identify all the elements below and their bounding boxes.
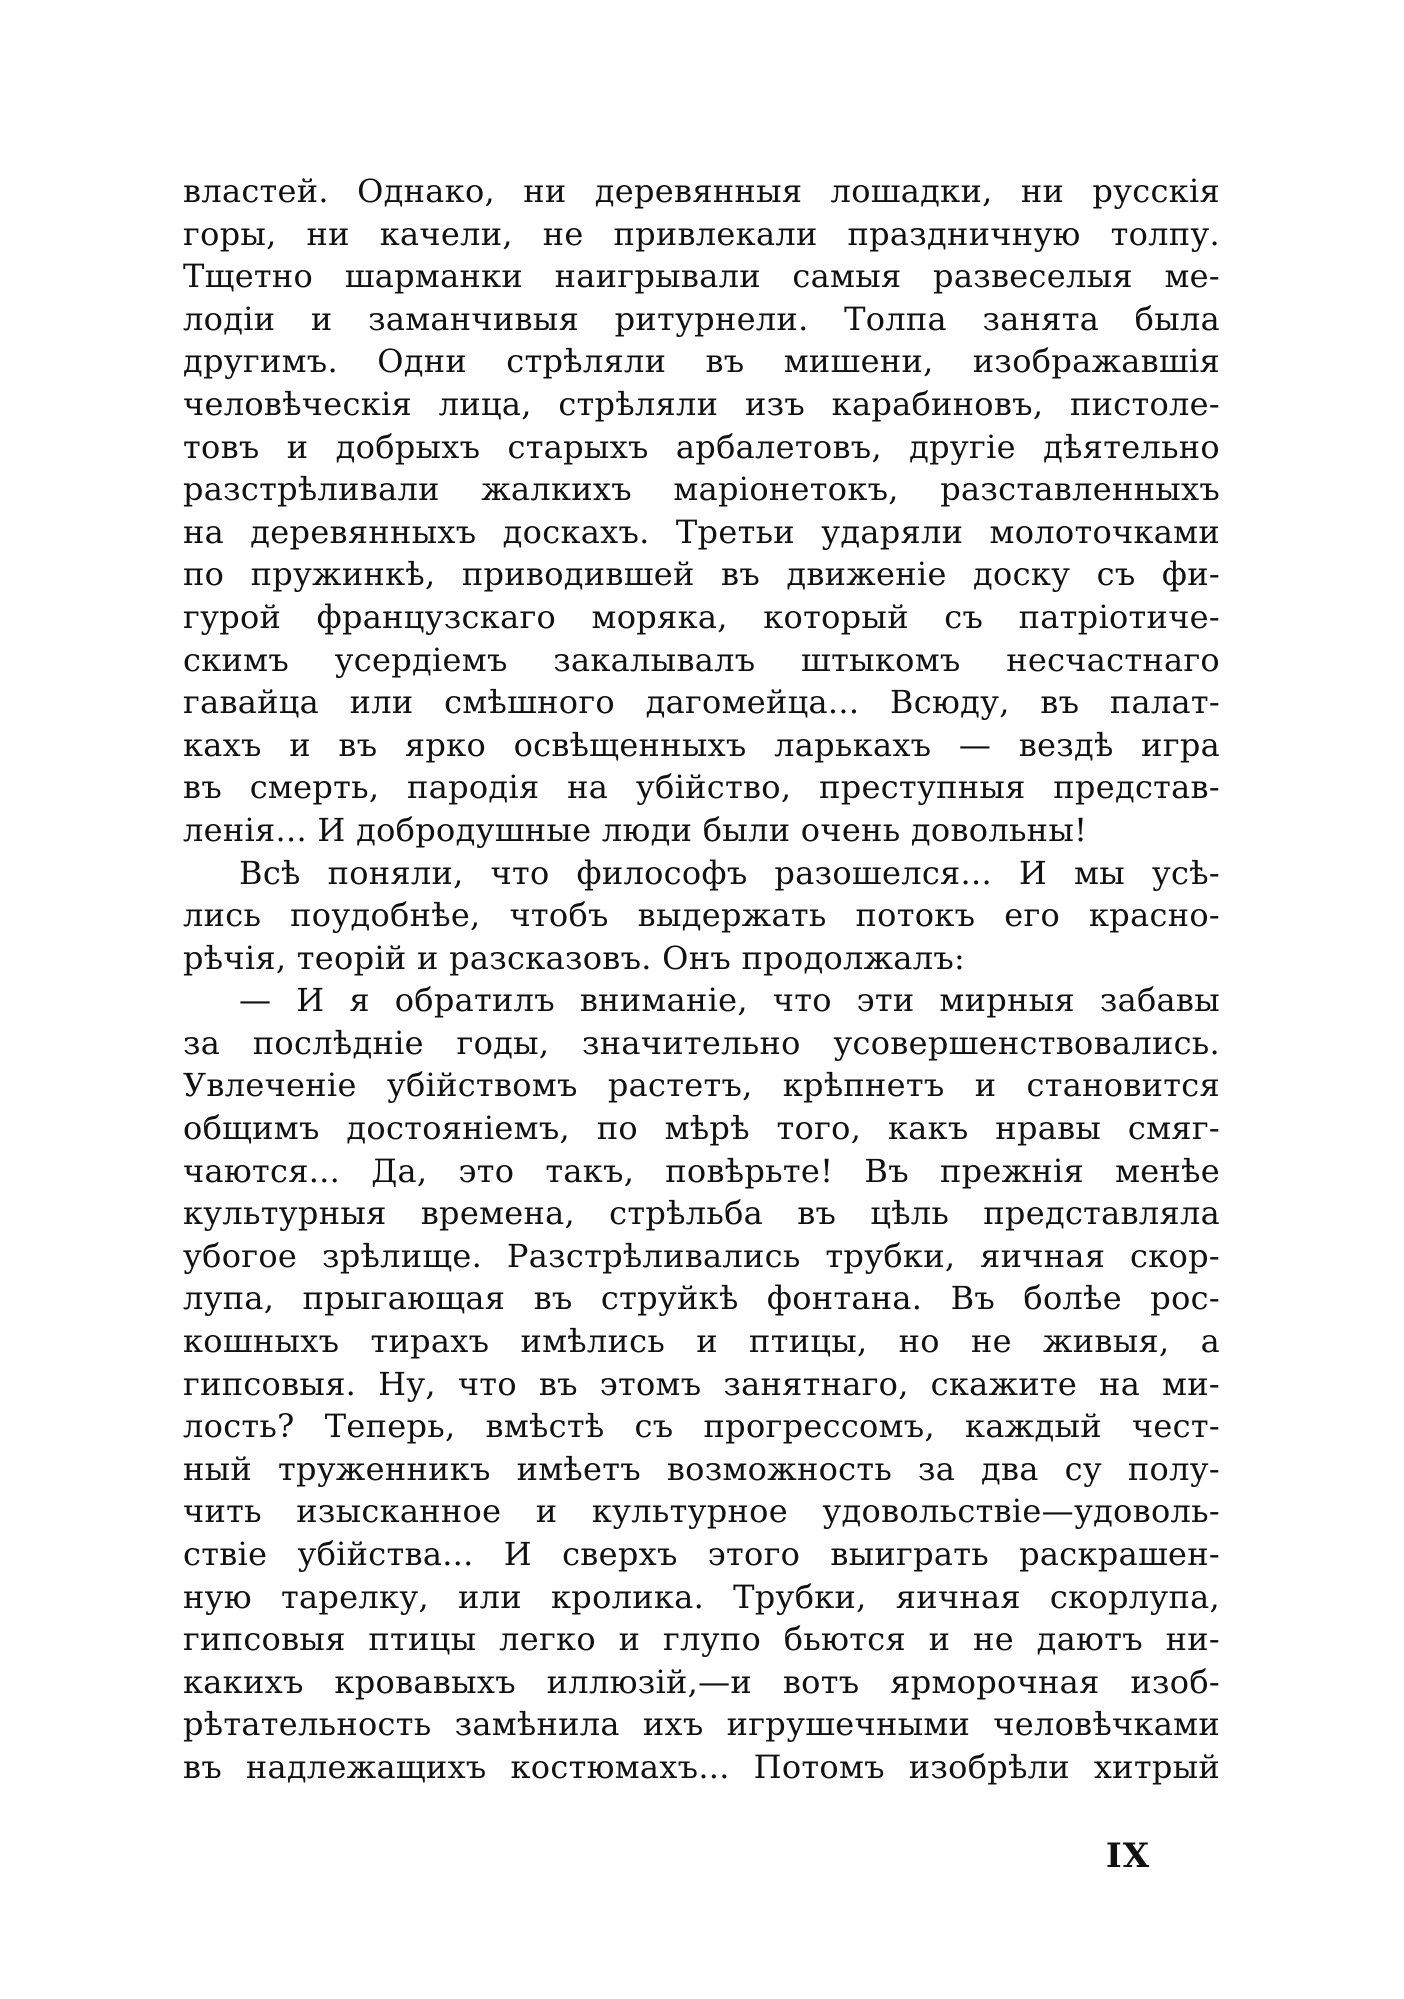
text-line: властей. Однако, ни деревянныя лошадки, ни русскія bbox=[183, 172, 1220, 210]
text-line: скимъ усердіемъ закалывалъ штыкомъ несчастнаго bbox=[183, 640, 1220, 679]
text-line: по пружинкѣ, приводившей въ движеніе доску съ фи- bbox=[183, 555, 1220, 594]
text-line: гипсовыя птицы легко и глупо бьются и не даютъ ни- bbox=[183, 1620, 1220, 1659]
paragraph-start-line: Всѣ поняли, что философъ разошелся... И мы усѣ- bbox=[239, 853, 1220, 892]
text-line: рѣчія, теорій и разсказовъ. Онъ продолжалъ: bbox=[183, 938, 966, 977]
text-line: другимъ. Одни стрѣляли въ мишени, изображавшія bbox=[183, 342, 1220, 381]
text-line: ную тарелку, или кролика. Трубки, яичная скорлупа, bbox=[183, 1577, 1220, 1616]
text-line: ленія... И добродушные люди были очень довольны! bbox=[183, 810, 1088, 849]
text-line: Увлеченіе убійствомъ растетъ, крѣпнетъ и становится bbox=[183, 1066, 1220, 1105]
text-line: культурныя времена, стрѣльба въ цѣль представляла bbox=[183, 1194, 1220, 1233]
text-line: разстрѣливали жалкихъ маріонетокъ, разставленныхъ bbox=[183, 470, 1220, 509]
text-line: на деревянныхъ доскахъ. Третьи ударяли молоточками bbox=[183, 512, 1220, 551]
text-line: за послѣдніе годы, значительно усовершенствовались. bbox=[183, 1023, 1220, 1062]
text-line: горы, ни качели, не привлекали праздничную толпу. bbox=[183, 214, 1220, 253]
text-line: ствіе убійства... И сверхъ этого выиграть раскрашен- bbox=[183, 1535, 1220, 1573]
text-line: лодіи и заманчивыя ритурнели. Толпа занята была bbox=[183, 299, 1220, 338]
text-line: кахъ и въ ярко освѣщенныхъ ларькахъ — вездѣ игра bbox=[183, 725, 1220, 764]
text-line: какихъ кровавыхъ иллюзій,—и вотъ ярморочная изоб- bbox=[183, 1662, 1220, 1701]
text-line: лость? Теперь, вмѣстѣ съ прогрессомъ, каждый чест- bbox=[183, 1407, 1220, 1446]
text-line: лупа, прыгающая въ струйкѣ фонтана. Въ болѣе рос- bbox=[183, 1279, 1220, 1318]
text-line: гавайца или смѣшного дагомейца... Всюду, въ палат- bbox=[183, 683, 1220, 722]
paragraph-start-line: — И я обратилъ вниманіе, что эти мирныя забавы bbox=[239, 981, 1220, 1020]
text-line: чить изысканное и культурное удовольствіе—удоволь- bbox=[183, 1492, 1220, 1531]
text-line: общимъ достояніемъ, по мѣрѣ того, какъ нравы смяг- bbox=[183, 1109, 1220, 1148]
text-line: убогое зрѣлище. Разстрѣливались трубки, яичная скор- bbox=[183, 1236, 1220, 1275]
page-number: IX bbox=[1105, 1836, 1151, 1876]
text-line: въ смерть, пародія на убійство, преступныя представ- bbox=[183, 768, 1220, 807]
text-line: ный труженникъ имѣетъ возможность за два су полу- bbox=[183, 1449, 1220, 1488]
text-line: лись поудобнѣе, чтобъ выдержать потокъ его красно- bbox=[183, 896, 1220, 935]
text-line: въ надлежащихъ костюмахъ... Потомъ изобрѣли хитрый bbox=[183, 1747, 1220, 1786]
text-line: товъ и добрыхъ старыхъ арбалетовъ, другіе дѣятельно bbox=[183, 427, 1220, 466]
text-line: Тщетно шарманки наигрывали самыя развеселыя ме- bbox=[183, 257, 1220, 296]
text-line: кошныхъ тирахъ имѣлись и птицы, но не живыя, а bbox=[183, 1322, 1220, 1361]
text-line: чаются... Да, это такъ, повѣрьте! Въ прежнія менѣе bbox=[183, 1151, 1220, 1190]
text-line: гипсовыя. Ну, что въ этомъ занятнаго, скажите на ми- bbox=[183, 1364, 1220, 1403]
text-line: гурой французскаго моряка, который съ патріотиче- bbox=[183, 597, 1220, 636]
body-text bbox=[183, 170, 1220, 1789]
text-line: рѣтательность замѣнила ихъ игрушечными человѣчками bbox=[183, 1705, 1220, 1744]
text-line: человѣческія лица, стрѣляли изъ карабиновъ, пистоле- bbox=[183, 384, 1220, 423]
